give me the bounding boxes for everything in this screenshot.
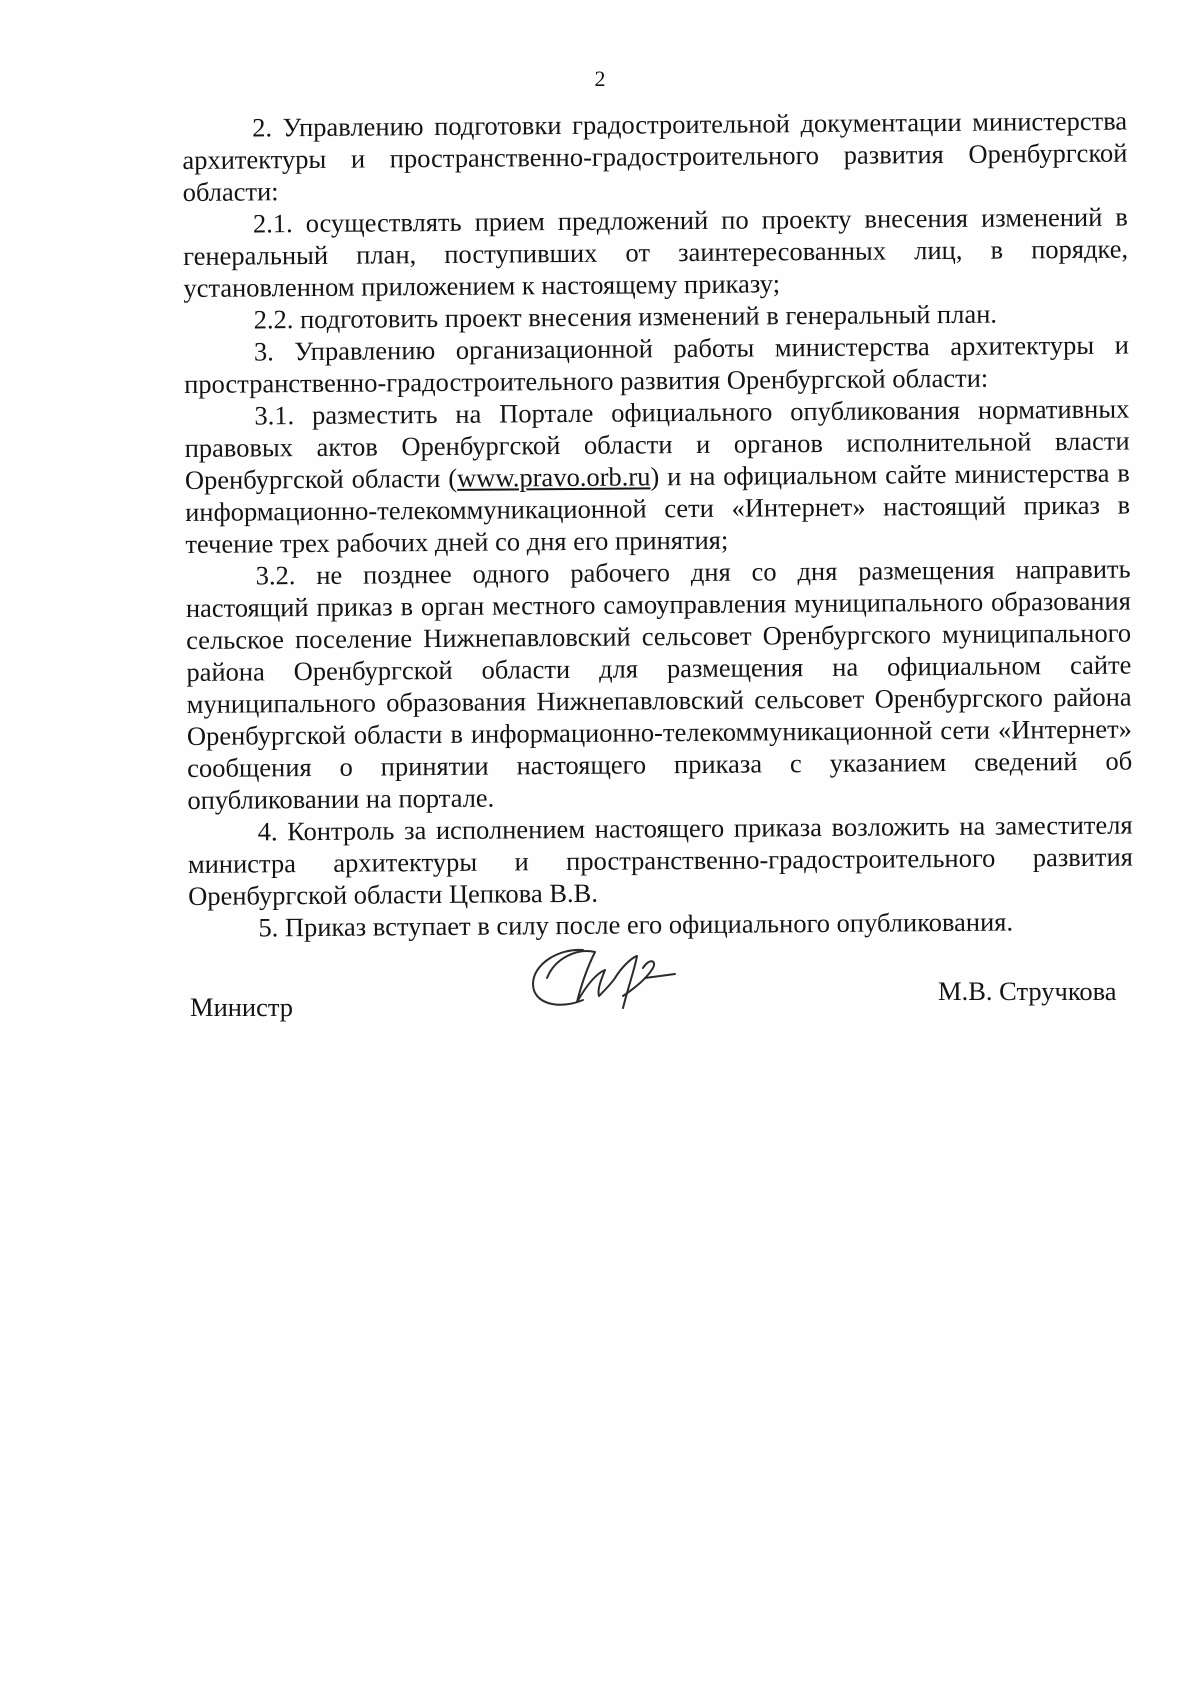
- paragraph-4: [188, 809, 1134, 912]
- paragraph-text: 3. Управлению организационной работы министерства архитектуры и пространственно-градостроительного развития Оренбургской области:: [184, 329, 1129, 399]
- signature-block: [0, 940, 1200, 1030]
- paragraph-3-2: [186, 553, 1133, 816]
- paragraph-2-1: [183, 201, 1129, 304]
- handwritten-signature-icon: [525, 938, 705, 1018]
- paragraph-text: 2.2. подготовить проект внесения изменений в генеральный план.: [253, 298, 998, 335]
- paragraph-text: ) и на официальном сайте министерства в информационно-телекоммуникационной сети «Интернет» настоящий приказ в течение трех рабочих дней со дня его принятия;: [185, 457, 1131, 559]
- paragraph-3-1: [184, 393, 1130, 560]
- document-body: [182, 105, 1134, 944]
- paragraph-3: [184, 329, 1129, 400]
- paragraph-text: 3.2. не позднее одного рабочего дня со дня размещения направить настоящий приказ в орган местного самоуправления муниципального образования сельское поселение Нижнепавловский сельсовет Оренбургского муниципального района Оренбургской области для размещения на официальном сайте муниципального образования Нижнепавловский сельсовет Оренбургского района Оренбургской области в информационно-телекоммуникационной сети «Интернет» сообщения о принятии настоящего приказа с указанием сведений об опубликовании на портале.: [185, 553, 1133, 815]
- pravo-orb-link[interactable]: www.pravo.orb.ru: [456, 461, 651, 493]
- paragraph-2: [182, 105, 1128, 208]
- signatory-title: Министр: [190, 992, 294, 1022]
- paragraph-text: 4. Контроль за исполнением настоящего приказа возложить на заместителя министра архитектуры и пространственно-градостроительного развития Оренбургской области Цепкова В.В.: [187, 809, 1133, 911]
- paragraph-text: 2. Управлению подготовки градостроительной документации министерства архитектуры и пространственно-градостроительного развития Оренбургской области:: [182, 105, 1128, 207]
- signatory-name: М.В. Стручкова: [938, 976, 1117, 1006]
- page-number: 2: [594, 66, 606, 91]
- paragraph-text: 2.1. осуществлять прием предложений по проекту внесения изменений в генеральный план, поступивших от заинтересованных лиц, в порядке, установленном приложением к настоящему приказу;: [183, 201, 1129, 303]
- paragraph-text: 3.1. разместить на Портале официального опубликования нормативных правовых актов Оренбургской области и органов исполнительной власти Оренбургской области (: [184, 393, 1130, 495]
- paragraph-text: 5. Приказ вступает в силу после его официального опубликования.: [258, 906, 1014, 943]
